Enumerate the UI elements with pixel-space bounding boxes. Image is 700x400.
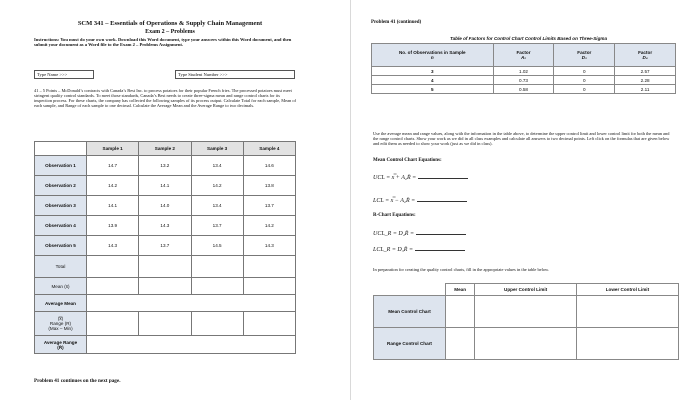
observation-value[interactable]: 14.1 <box>139 176 191 196</box>
factor-header-d4 <box>615 44 676 67</box>
factor-header-a2-label: Factor <box>516 50 531 55</box>
observation-value[interactable]: 14.2 <box>191 176 243 196</box>
limits-cell[interactable] <box>475 296 577 328</box>
range-cell[interactable] <box>87 312 139 336</box>
sample-header-2: Sample 2 <box>139 142 191 156</box>
total-label: Total <box>35 256 87 278</box>
instructions-text: Instructions: You must do your own work. Download this Word document, type your answers within this Word document, and then submit your document as a Word file to the Exam 2 – Problems Assignment. <box>34 37 292 48</box>
ucl-range-formula[interactable]: UCL_R = D₄R̄ = <box>373 231 415 237</box>
average-mean-symbol: (x̿) <box>57 316 64 321</box>
range-control-chart-label: Range Control Chart <box>374 328 446 360</box>
table-row <box>35 278 296 295</box>
factor-n-value: 5 <box>372 85 494 94</box>
answer-blank[interactable] <box>417 196 467 202</box>
exam-page-right <box>351 0 700 400</box>
observation-value[interactable]: 14.2 <box>87 176 139 196</box>
factor-n-value: 4 <box>372 76 494 85</box>
limits-cell[interactable] <box>446 328 475 360</box>
observation-value[interactable]: 14.5 <box>191 236 243 256</box>
course-title: SCM 341 – Essentials of Operations & Supply Chain Management <box>77 20 263 27</box>
factor-header-n-label: No. of Observations in Sample <box>398 50 466 55</box>
sample-header-1: Sample 1 <box>87 142 139 156</box>
average-mean-label <box>35 295 87 312</box>
type-name-field[interactable]: Type Name >>> <box>34 70 94 79</box>
limits-header-lcl: Lower Control Limit <box>576 284 678 296</box>
table-row <box>372 76 676 85</box>
mean-cell[interactable] <box>87 278 139 295</box>
table-row <box>372 67 676 76</box>
lcl-range-equation[interactable] <box>373 245 465 253</box>
table-corner-cell <box>374 284 446 296</box>
observation-value[interactable]: 13.7 <box>243 196 295 216</box>
range-label <box>35 312 87 336</box>
range-cell[interactable] <box>139 312 191 336</box>
range-cell[interactable] <box>191 312 243 336</box>
limits-cell[interactable] <box>576 328 678 360</box>
observation-label: Observation 2 <box>35 176 87 196</box>
factor-header-a2 <box>493 44 554 67</box>
range-formula-text: (Max – Min) <box>48 326 73 331</box>
factor-n-value: 3 <box>372 67 494 76</box>
observation-label: Observation 5 <box>35 236 87 256</box>
answer-blank[interactable] <box>418 173 468 179</box>
limits-header-mean: Mean <box>446 284 475 296</box>
table-row <box>35 196 296 216</box>
lcl-mean-formula[interactable]: LCL = x̿ − A₂R̄ = <box>373 198 416 204</box>
average-mean-cell[interactable] <box>87 295 296 312</box>
observation-value[interactable]: 14.7 <box>87 156 139 176</box>
observation-value[interactable]: 14.0 <box>139 196 191 216</box>
factor-header-d3-label: Factor <box>577 50 592 55</box>
sample-observations-table <box>34 141 296 354</box>
mean-control-chart-label: Mean Control Chart <box>374 296 446 328</box>
lcl-range-formula[interactable]: LCL_R = D₃R̄ = <box>373 247 414 253</box>
answer-blank[interactable] <box>416 229 466 235</box>
observation-value[interactable]: 13.4 <box>191 196 243 216</box>
factor-header-d3 <box>554 44 615 67</box>
factor-header-n-symbol: n <box>430 55 434 60</box>
factor-d3-value: 0 <box>554 67 615 76</box>
mean-cell[interactable] <box>243 278 295 295</box>
observation-label: Observation 3 <box>35 196 87 216</box>
instructions-control-limits: Use the average mean and range values, along with the information in the table above, to determine the upper control limit and lower control limit for both the mean and the range control charts. Show your work as we did in all class examples and calculate all answers to two decimal points. Left click on the formulas that are given below and edit them as needed to show your work (just as we did in class). <box>373 131 670 147</box>
observation-value[interactable]: 13.7 <box>139 236 191 256</box>
factor-d4-value: 2.28 <box>615 76 676 85</box>
observation-value[interactable]: 14.6 <box>243 156 295 176</box>
factor-d4-value: 2.11 <box>615 85 676 94</box>
sample-header-3: Sample 3 <box>191 142 243 156</box>
observation-value[interactable]: 14.1 <box>87 196 139 216</box>
ucl-mean-equation[interactable] <box>373 173 468 181</box>
factor-a2-value: 1.02 <box>493 67 554 76</box>
factor-header-d4-symbol: D₄ <box>642 55 648 60</box>
factor-header-a2-symbol: A₂ <box>520 55 527 60</box>
total-cell[interactable] <box>139 256 191 278</box>
problem-continued-title: Problem 41 (continued) <box>371 20 422 25</box>
average-range-label-text: Average Range <box>43 339 78 345</box>
table-row <box>35 156 296 176</box>
table-row <box>35 295 296 312</box>
ucl-range-equation[interactable] <box>373 229 466 237</box>
factor-header-d3-symbol: D₃ <box>581 55 587 60</box>
exam-title: Exam 2 – Problems <box>145 29 195 35</box>
factor-header-n <box>372 44 494 67</box>
average-range-label <box>35 336 87 354</box>
table-corner-cell <box>35 142 87 156</box>
type-student-number-field[interactable]: Type Student Number >>> <box>175 70 295 79</box>
mean-label: Mean (x̄) <box>35 278 87 295</box>
limits-cell[interactable] <box>576 296 678 328</box>
factor-d3-value: 0 <box>554 85 615 94</box>
factor-d4-value: 2.57 <box>615 67 676 76</box>
range-label-text: Range (R) <box>49 321 72 326</box>
average-mean-label-text: Average Mean <box>45 300 76 306</box>
average-range-cell[interactable] <box>87 336 296 354</box>
observation-value[interactable]: 14.3 <box>87 236 139 256</box>
observation-value[interactable]: 14.3 <box>139 216 191 236</box>
observation-label: Observation 1 <box>35 156 87 176</box>
preparation-instructions: In preparation for creating the quality control charts, fill in the appropriate values in the table below. <box>373 267 550 272</box>
observation-value[interactable]: 13.7 <box>191 216 243 236</box>
table-row <box>374 328 679 360</box>
limits-cell[interactable] <box>475 328 577 360</box>
table-row <box>35 312 296 336</box>
table-row <box>35 256 296 278</box>
total-cell[interactable] <box>87 256 139 278</box>
factor-table-caption: Table of Factors for Control Chart Control Limits Based on Three-Sigma <box>449 36 608 41</box>
table-row <box>35 176 296 196</box>
observation-value[interactable]: 13.9 <box>87 216 139 236</box>
ucl-mean-formula[interactable]: UCL = x̿ + A₂R̄ = <box>373 175 417 181</box>
observation-value[interactable]: 13.2 <box>139 156 191 176</box>
factor-header-d4-label: Factor <box>638 50 653 55</box>
control-chart-factor-table <box>371 43 676 94</box>
observation-value[interactable]: 13.4 <box>191 156 243 176</box>
total-cell[interactable] <box>243 256 295 278</box>
factor-a2-value: 0.58 <box>493 85 554 94</box>
factor-a2-value: 0.73 <box>493 76 554 85</box>
mean-cell[interactable] <box>139 278 191 295</box>
table-row <box>35 216 296 236</box>
problem-41-text: 41 – 5 Points – McDonald’s contracts with Canada’s Best Inc. to process potatoes for their popular French fries. The processed potatoes must meet stringent quality control standards. To meet those standards, Canada’s Best needs to create three-sigma mean and range control charts for its inspection process. For these charts, the company has collected the following samples of its process output. Calculate Total for each sample, Mean of each sample, and Range of each sample to one decimal. Calculate the Average Mean and the Average Range to two decimals. <box>34 88 297 109</box>
total-cell[interactable] <box>191 256 243 278</box>
limits-cell[interactable] <box>446 296 475 328</box>
factor-d3-value: 0 <box>554 76 615 85</box>
table-row <box>374 296 679 328</box>
answer-blank[interactable] <box>415 245 465 251</box>
control-limits-table <box>373 283 679 360</box>
continued-note: Problem 41 continues on the next page. <box>34 378 121 384</box>
mean-equations-heading: Mean Control Chart Equations: <box>373 158 442 163</box>
observation-value[interactable]: 14.2 <box>243 216 295 236</box>
mean-cell[interactable] <box>191 278 243 295</box>
limits-header-ucl: Upper Control Limit <box>475 284 577 296</box>
table-row <box>35 236 296 256</box>
observation-value[interactable]: 14.3 <box>243 236 295 256</box>
r-chart-equations-heading: R-Chart Equations: <box>373 213 416 218</box>
range-cell[interactable] <box>243 312 295 336</box>
average-range-symbol: (R̄) <box>57 344 64 350</box>
lcl-mean-equation[interactable] <box>373 196 467 204</box>
observation-label: Observation 4 <box>35 216 87 236</box>
table-row <box>35 336 296 354</box>
sample-header-4: Sample 4 <box>243 142 295 156</box>
table-row <box>372 85 676 94</box>
observation-value[interactable]: 13.8 <box>243 176 295 196</box>
